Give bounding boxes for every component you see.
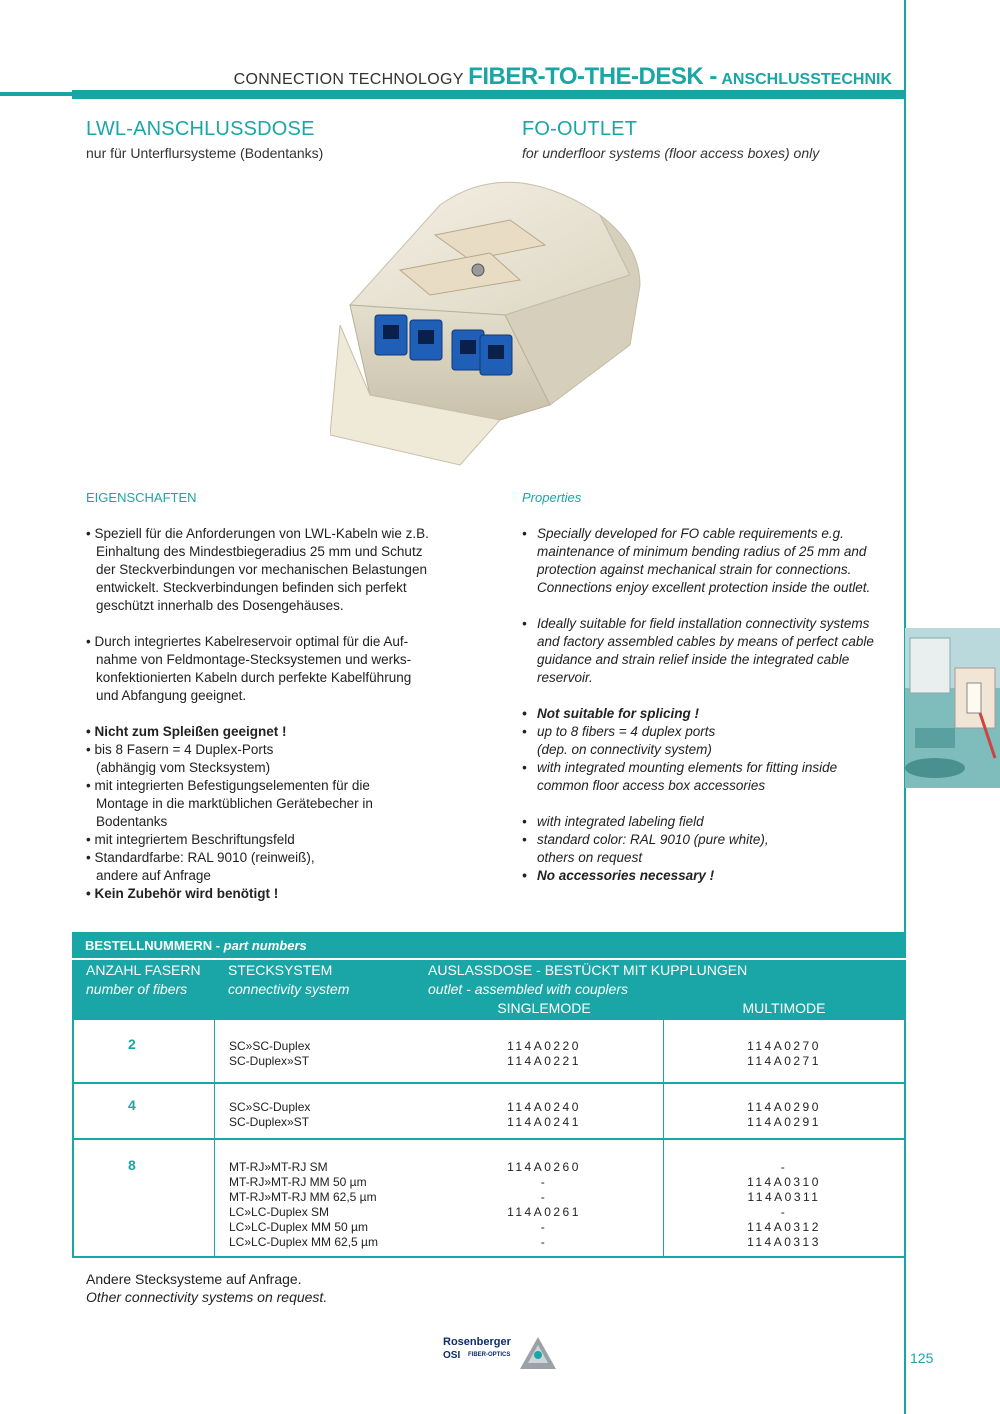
col-outlet-de: AUSLASSDOSE - BESTÜCKT MIT KUPPLUNGEN xyxy=(428,962,748,978)
subtitle-en: for underfloor systems (floor access boxes) only xyxy=(522,145,820,161)
fibers-count: 2 xyxy=(128,1036,136,1052)
rosenberger-osi-logo: Rosenberger OSI FIBER-OPTICS xyxy=(440,1333,560,1373)
office-installation-photo xyxy=(905,628,1000,788)
fo-outlet-product-image xyxy=(330,165,660,475)
list-item: • Not suitable for splicing ! xyxy=(522,706,700,721)
list-item: • with integrated labeling field xyxy=(522,814,704,829)
col-fibers-en: number of fibers xyxy=(86,981,188,997)
page-header xyxy=(0,60,892,97)
list-item: • Specially developed for FO cable requirements e.g. xyxy=(522,526,844,541)
system-list: MT-RJ»MT-RJ SM MT-RJ»MT-RJ MM 50 µm MT-RJ»MT-RJ MM 62,5 µm LC»LC-Duplex SM LC»LC-Duplex MM 50 µm LC»LC-Duplex MM 62,5 µm xyxy=(229,1160,378,1249)
header-part2: FIBER-TO-THE-DESK - xyxy=(468,63,717,90)
list-item: • No accessories necessary ! xyxy=(522,868,715,883)
properties-en: • Specially developed for FO cable requirements e.g. maintenance of minimum bending radius of 25 mm and protection against mechanical strain for connections. Connections enjoy excellent protection inside the outlet. • Ideally suitable for field installation connectivity systems and factory assembled cables by means of perfect cable guidance and strain relief inside the integrated cable reservoir. • Not suitable for splicing ! • up to 8 fibers = 4 duplex ports (dep. on connectivity system) • with integrated mounting elements for fitting inside common floor access box accessories • with integrated labeling field • standard color: RAL 9010 (pure white), others on request • No accessories necessary ! xyxy=(522,525,902,885)
list-item: • up to 8 fibers = 4 duplex ports xyxy=(522,724,716,739)
col-multimode: MULTIMODE xyxy=(742,1000,826,1016)
title-en: FO-OUTLET xyxy=(522,118,638,140)
fibers-count: 4 xyxy=(128,1097,136,1113)
multimode-part-numbers: 114A0270 114A0271 xyxy=(747,1039,821,1068)
col-singlemode: SINGLEMODE xyxy=(497,1000,591,1016)
list-item: • with integrated mounting elements for fitting inside xyxy=(522,760,838,775)
table-header-divider xyxy=(72,958,906,960)
col-fibers-de: ANZAHL FASERN xyxy=(86,962,201,978)
multimode-part-numbers: - 114A0310 114A0311 - 114A0312 114A0313 xyxy=(747,1160,821,1249)
section-heading-en: Properties xyxy=(522,490,582,505)
col-system-en: connectivity system xyxy=(228,981,350,997)
system-list: SC»SC-Duplex SC-Duplex»ST xyxy=(229,1039,311,1068)
note-en: Other connectivity systems on request. xyxy=(86,1289,328,1305)
table-title: BESTELLNUMMERN - part numbers xyxy=(85,938,307,953)
singlemode-part-numbers: 114A0220 114A0221 xyxy=(507,1039,581,1068)
header-part1: CONNECTION TECHNOLOGY xyxy=(233,71,464,88)
system-list: SC»SC-Duplex SC-Duplex»ST xyxy=(229,1100,311,1129)
col-system-de: STECKSYSTEM xyxy=(228,962,333,978)
list-item: • Speziell für die Anforderungen von LWL-Kabeln wie z.B. xyxy=(86,526,429,541)
col-outlet-en: outlet - assembled with couplers xyxy=(428,981,628,997)
header-part3: ANSCHLUSSTECHNIK xyxy=(721,71,892,88)
properties-de: • Speziell für die Anforderungen von LWL-Kabeln wie z.B. Einhaltung des Mindestbiegeradius 25 mm und Schutz der Steckverbindungen vor mechanischen Belastungen entwickelt. Steckverbindungen befinden sich perfekt geschützt innerhalb des Dosengehäuses. • Durch integriertes Kabelreservoir optimal für die Auf- nahme von Feldmontage-Stecksystemen und werks- konfektionierten Kabeln durch perfekte Kabelführung und Abfangung geeignet. • Nicht zum Spleißen geeignet ! • bis 8 Fasern = 4 Duplex-Ports (abhängig vom Stecksystem) • mit integrierten Befestigungselementen für die Montage in die marktüblichen Gerätebecher in Bodentanks • mit integriertem Beschriftungsfeld • Standardfarbe: RAL 9010 (reinweiß), andere auf Anfrage • Kein Zubehör wird benötigt ! xyxy=(86,525,506,903)
multimode-part-numbers: 114A0290 114A0291 xyxy=(747,1100,821,1129)
note-de: Andere Stecksysteme auf Anfrage. xyxy=(86,1271,302,1287)
list-item: • standard color: RAL 9010 (pure white), xyxy=(522,832,769,847)
section-heading-de: EIGENSCHAFTEN xyxy=(86,490,197,505)
singlemode-part-numbers: 114A0260 - - 114A0261 - - xyxy=(507,1160,581,1249)
title-de: LWL-ANSCHLUSSDOSE xyxy=(86,118,315,140)
list-item: • Ideally suitable for field installation connectivity systems xyxy=(522,616,870,631)
logo-emblem-icon xyxy=(518,1335,558,1371)
page-number: 125 xyxy=(910,1350,934,1366)
subtitle-de: nur für Unterflursysteme (Bodentanks) xyxy=(86,145,324,161)
singlemode-part-numbers: 114A0240 114A0241 xyxy=(507,1100,581,1129)
fibers-count: 8 xyxy=(128,1157,136,1173)
